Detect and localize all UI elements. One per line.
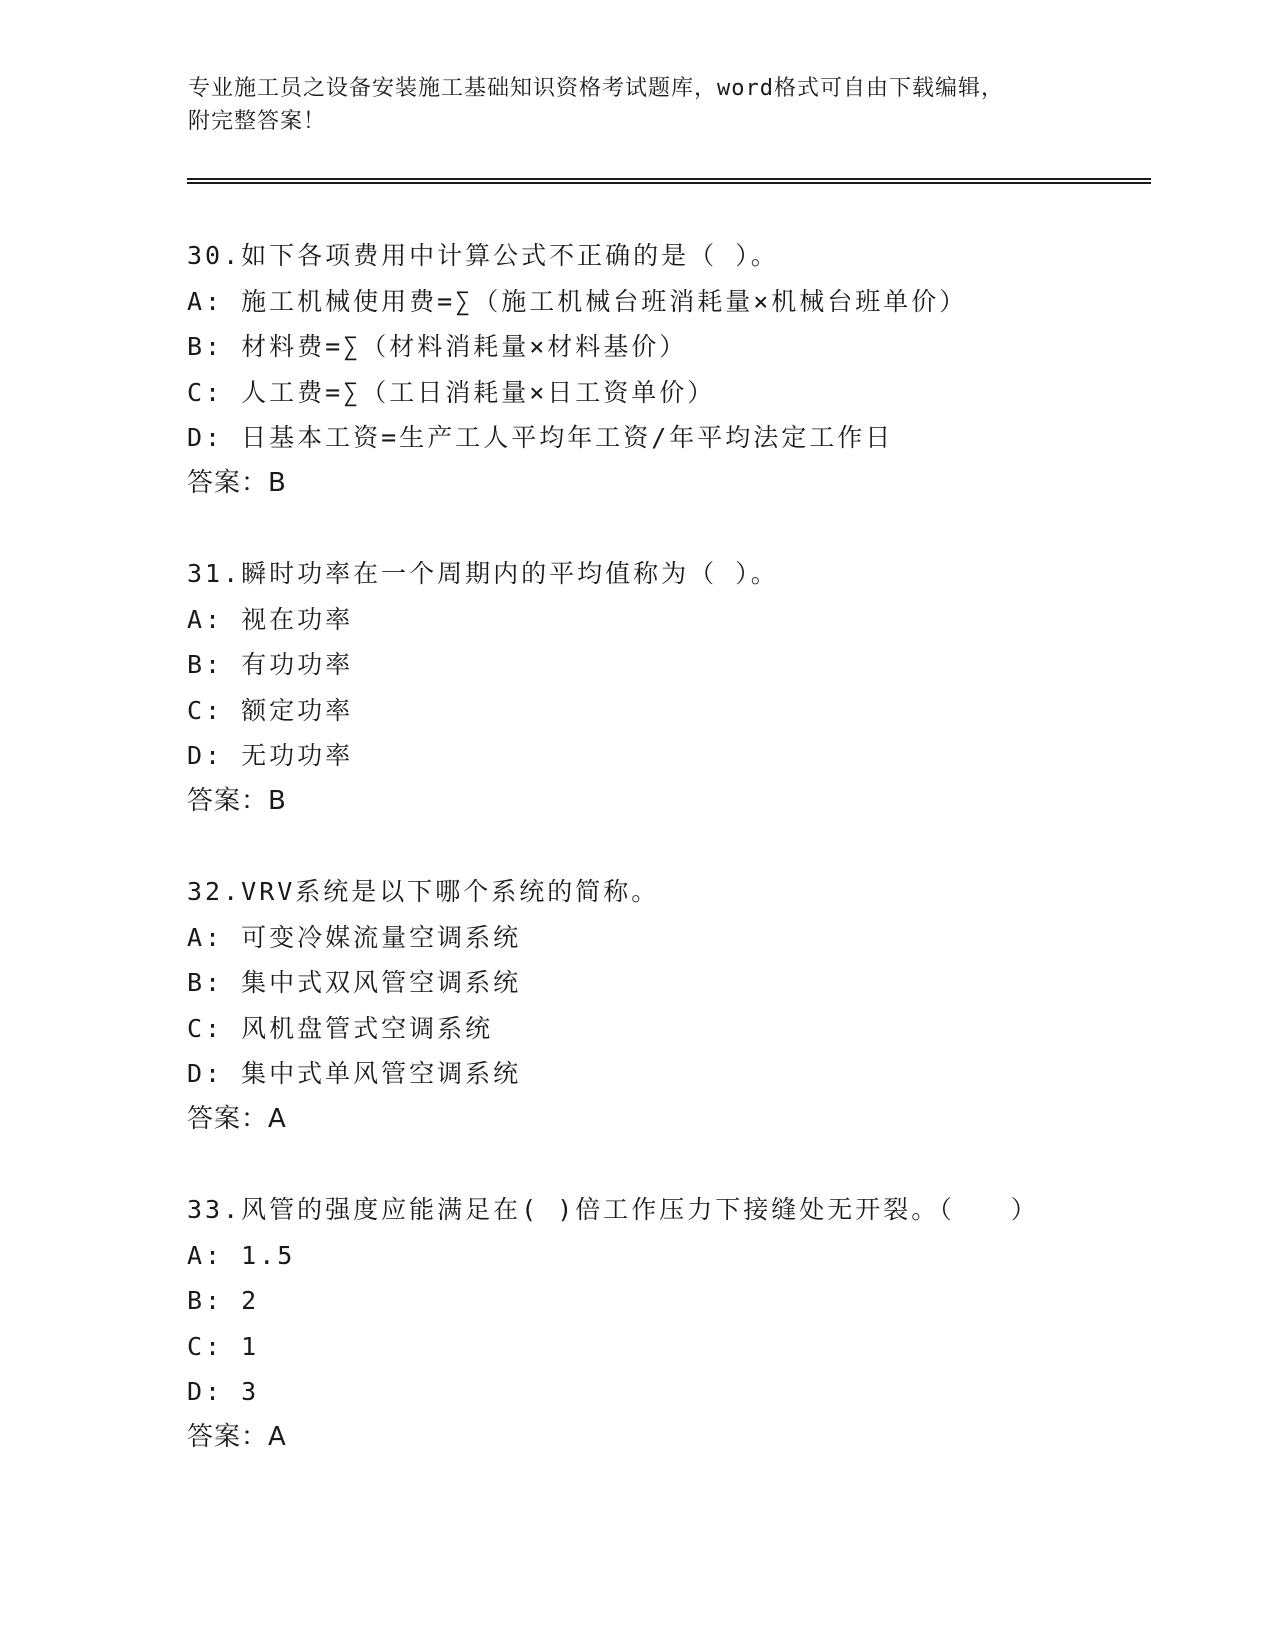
- option-a: A: 可变冷媒流量空调系统: [187, 922, 522, 952]
- answer-line: 答案：A: [187, 1103, 287, 1134]
- question-31: [187, 551, 1137, 824]
- option-a: A: 1.5: [187, 1240, 296, 1270]
- option-c: C: 1: [187, 1331, 260, 1361]
- option-d: D: 3: [187, 1377, 260, 1406]
- question-list: [187, 233, 1137, 1505]
- option-d: D: 日基本工资=生产工人平均年工资/年平均法定工作日: [187, 423, 894, 452]
- question-33: [187, 1187, 1137, 1460]
- question-30: [187, 233, 1137, 506]
- option-c: C: 风机盘管式空调系统: [187, 1013, 494, 1043]
- option-b: B: 材料费=∑（材料消耗量×材料基价）: [187, 332, 688, 361]
- option-b: B: 有功功率: [187, 650, 354, 679]
- option-a: A: 施工机械使用费=∑（施工机械台班消耗量×机械台班单价）: [187, 286, 968, 316]
- document-header: [188, 72, 1088, 138]
- question-stem: 32.VRV系统是以下哪个系统的简称。: [187, 877, 660, 906]
- option-c: C: 人工费=∑（工日消耗量×日工资单价）: [187, 377, 716, 407]
- divider-line-top: [187, 178, 1151, 180]
- option-c: C: 额定功率: [187, 695, 354, 725]
- header-line-1: 专业施工员之设备安装施工基础知识资格考试题库，word格式可自由下载编辑，: [188, 76, 1004, 101]
- question-stem: 30.如下各项费用中计算公式不正确的是（ ）。: [187, 241, 779, 270]
- option-b: B: 2: [187, 1286, 260, 1315]
- question-stem: 31.瞬时功率在一个周期内的平均值称为（ ）。: [187, 559, 779, 588]
- option-b: B: 集中式双风管空调系统: [187, 968, 522, 997]
- option-a: A: 视在功率: [187, 604, 354, 634]
- question-32: [187, 869, 1137, 1142]
- header-line-2: 附完整答案！: [188, 109, 327, 134]
- answer-line: 答案：B: [187, 467, 287, 498]
- divider-line-bottom: [187, 182, 1151, 184]
- question-stem: 33.风管的强度应能满足在( )倍工作压力下接缝处无开裂。（ ）: [187, 1195, 1039, 1224]
- answer-line: 答案：A: [187, 1421, 287, 1452]
- answer-line: 答案：B: [187, 785, 287, 816]
- option-d: D: 无功功率: [187, 741, 354, 770]
- option-d: D: 集中式单风管空调系统: [187, 1059, 522, 1088]
- double-divider: [187, 178, 1151, 184]
